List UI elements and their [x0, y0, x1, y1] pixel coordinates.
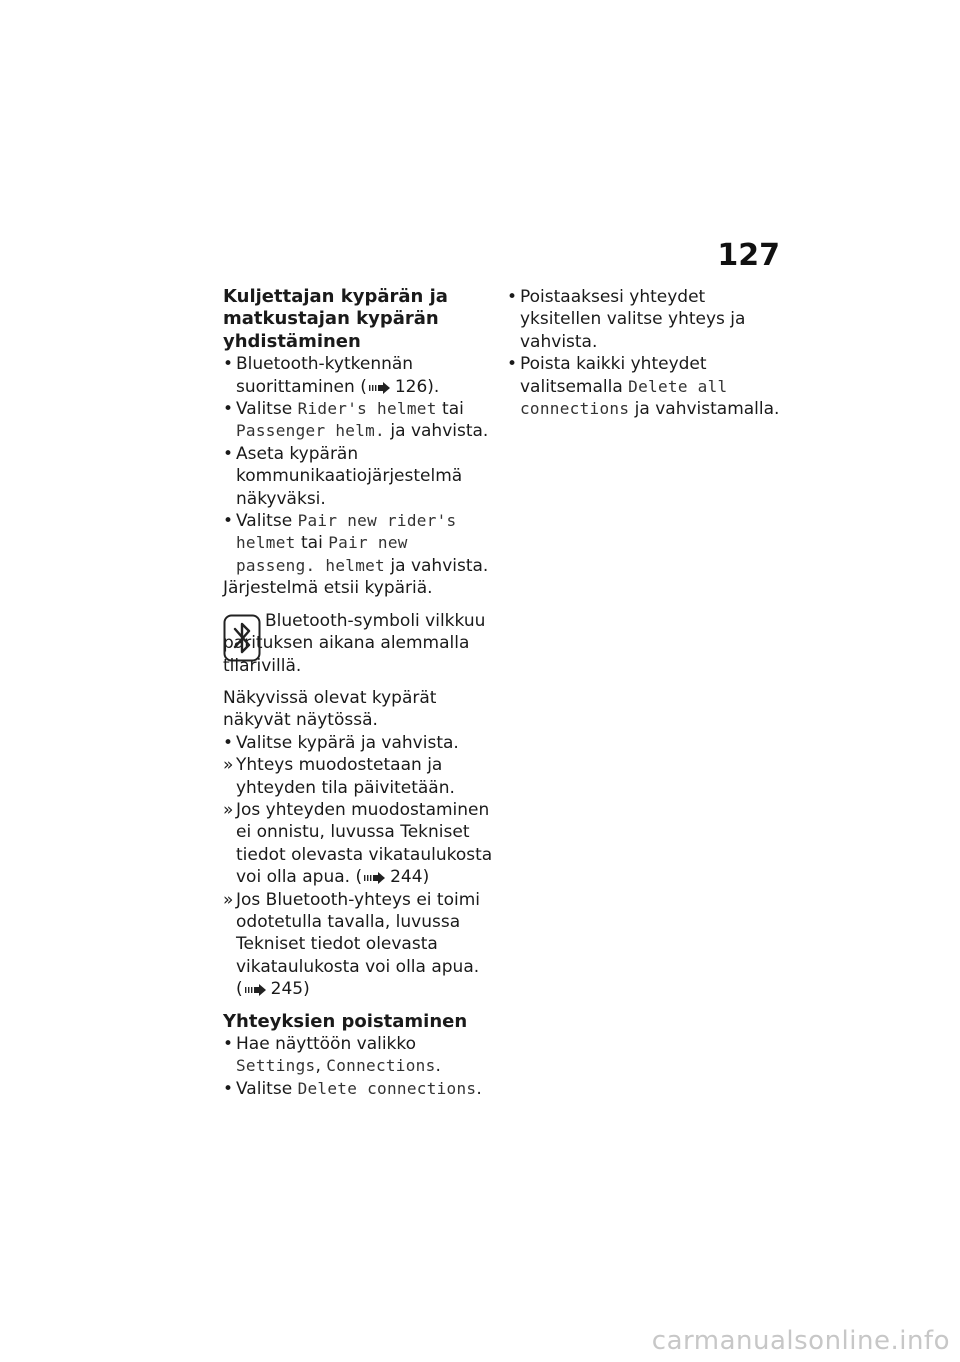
- item-text: ,: [315, 1056, 327, 1077]
- item-text: Valitse: [236, 511, 298, 532]
- paren: ): [422, 867, 430, 888]
- item-text: Jos Bluetooth-yhteys ei toimi odotetulla tavalla, luvussa Tekniset tiedot olevasta vikataulukosta voi olla apua.: [236, 889, 480, 977]
- page-reference-number: 245: [270, 979, 304, 1000]
- item-text: Hae näyttöön valikko: [236, 1034, 417, 1054]
- item-text: ja vahvista.: [385, 555, 489, 576]
- item-text: Jos yhteyden muodostaminen ei onnistu, luvussa Tekniset tiedot olevasta vikataulukosta voi olla apua.: [236, 799, 493, 888]
- item-text: Bluetooth-kytkennän suorittaminen (: [236, 354, 414, 397]
- section-heading: Yhteyksien poistaminen: [223, 1010, 468, 1032]
- note-text: Bluetooth-symboli vilkkuu parituksen aikana alemmalla tilarivillä.: [223, 610, 486, 676]
- result-marker: »: [223, 755, 234, 776]
- bullet: •: [223, 1034, 234, 1054]
- page-number: 127: [717, 238, 780, 273]
- page-reference[interactable]: [355, 867, 429, 887]
- item-text: Poista kaikki yhteydet valitsemalla: [520, 354, 707, 397]
- result-item: [223, 889, 493, 1001]
- item-text: ja vahvista.: [385, 421, 489, 442]
- bluetooth-icon: [223, 614, 261, 662]
- menu-option: Pair new rider's helmet: [236, 511, 457, 553]
- menu-option: Delete all connections: [520, 376, 728, 419]
- menu-option: Settings: [236, 1056, 316, 1076]
- item-text-end: ).: [427, 376, 440, 397]
- list-item: [223, 1033, 493, 1078]
- bullet: •: [223, 511, 234, 532]
- bullet: •: [507, 287, 518, 307]
- paren: (: [355, 867, 363, 888]
- item-text: tai: [295, 533, 329, 554]
- menu-option: Pair new passeng. helmet: [236, 533, 408, 575]
- item-text: Valitse: [236, 1078, 298, 1099]
- left-column: [223, 286, 493, 1100]
- item-text: Valitse kypärä ja vahvista.: [236, 732, 459, 753]
- list-item: [223, 510, 493, 577]
- item-text: Poistaaksesi yhteydet yksitellen valitse yhteys ja vahvista.: [520, 287, 746, 352]
- list-item: [223, 732, 493, 754]
- result-item: [223, 799, 493, 889]
- list-item: [507, 353, 782, 420]
- watermark: carmanualsonline.info: [0, 1326, 960, 1358]
- menu-option: Delete connections: [297, 1078, 477, 1098]
- body-text: Järjestelmä etsii kypäriä.: [223, 578, 433, 599]
- item-text: .: [476, 1078, 482, 1099]
- item-text: tai: [436, 399, 464, 420]
- menu-option: Connections: [326, 1056, 436, 1076]
- body-text: Näkyvissä olevat kypärät näkyvät näytössä.: [223, 687, 437, 731]
- result-marker: »: [223, 889, 234, 910]
- bullet: •: [223, 1078, 234, 1099]
- right-column: [507, 286, 782, 420]
- section-heading: Kuljettajan kypärän ja matkustajan kypärän yhdistäminen: [223, 286, 448, 352]
- result-marker: »: [223, 799, 234, 820]
- list-item: [223, 353, 493, 398]
- item-text: .: [435, 1056, 441, 1077]
- bullet: •: [223, 354, 234, 375]
- item-text: Valitse: [236, 399, 298, 420]
- bullet: •: [507, 354, 518, 375]
- page-reference[interactable]: [367, 377, 427, 397]
- item-text: Aseta kypärän kommunikaatiojärjestelmä näkyväksi.: [236, 443, 463, 509]
- result-item: [223, 754, 493, 799]
- note-block: [223, 610, 493, 677]
- bullet: •: [223, 443, 234, 464]
- page-reference-arrow-icon: [364, 872, 386, 884]
- bullet: •: [223, 399, 234, 420]
- list-item: [507, 286, 782, 353]
- item-text: Yhteys muodostetaan ja yhteyden tila päivitetään.: [236, 755, 455, 798]
- page-reference-arrow-icon: [369, 382, 391, 394]
- page-reference[interactable]: [236, 979, 310, 999]
- menu-option: Passenger helm.: [236, 421, 385, 441]
- list-item: [223, 398, 493, 443]
- list-item: [223, 443, 493, 510]
- page-reference-number: 244: [390, 867, 423, 888]
- paren: (: [236, 979, 243, 1000]
- list-item: [223, 1078, 493, 1100]
- bullet: •: [223, 732, 234, 753]
- menu-option: Rider's helmet: [297, 399, 437, 419]
- page-reference-arrow-icon: [245, 984, 267, 996]
- item-text: ja vahvistamalla.: [629, 399, 780, 420]
- paren: ): [303, 979, 310, 1000]
- page-reference-number: 126: [394, 376, 428, 397]
